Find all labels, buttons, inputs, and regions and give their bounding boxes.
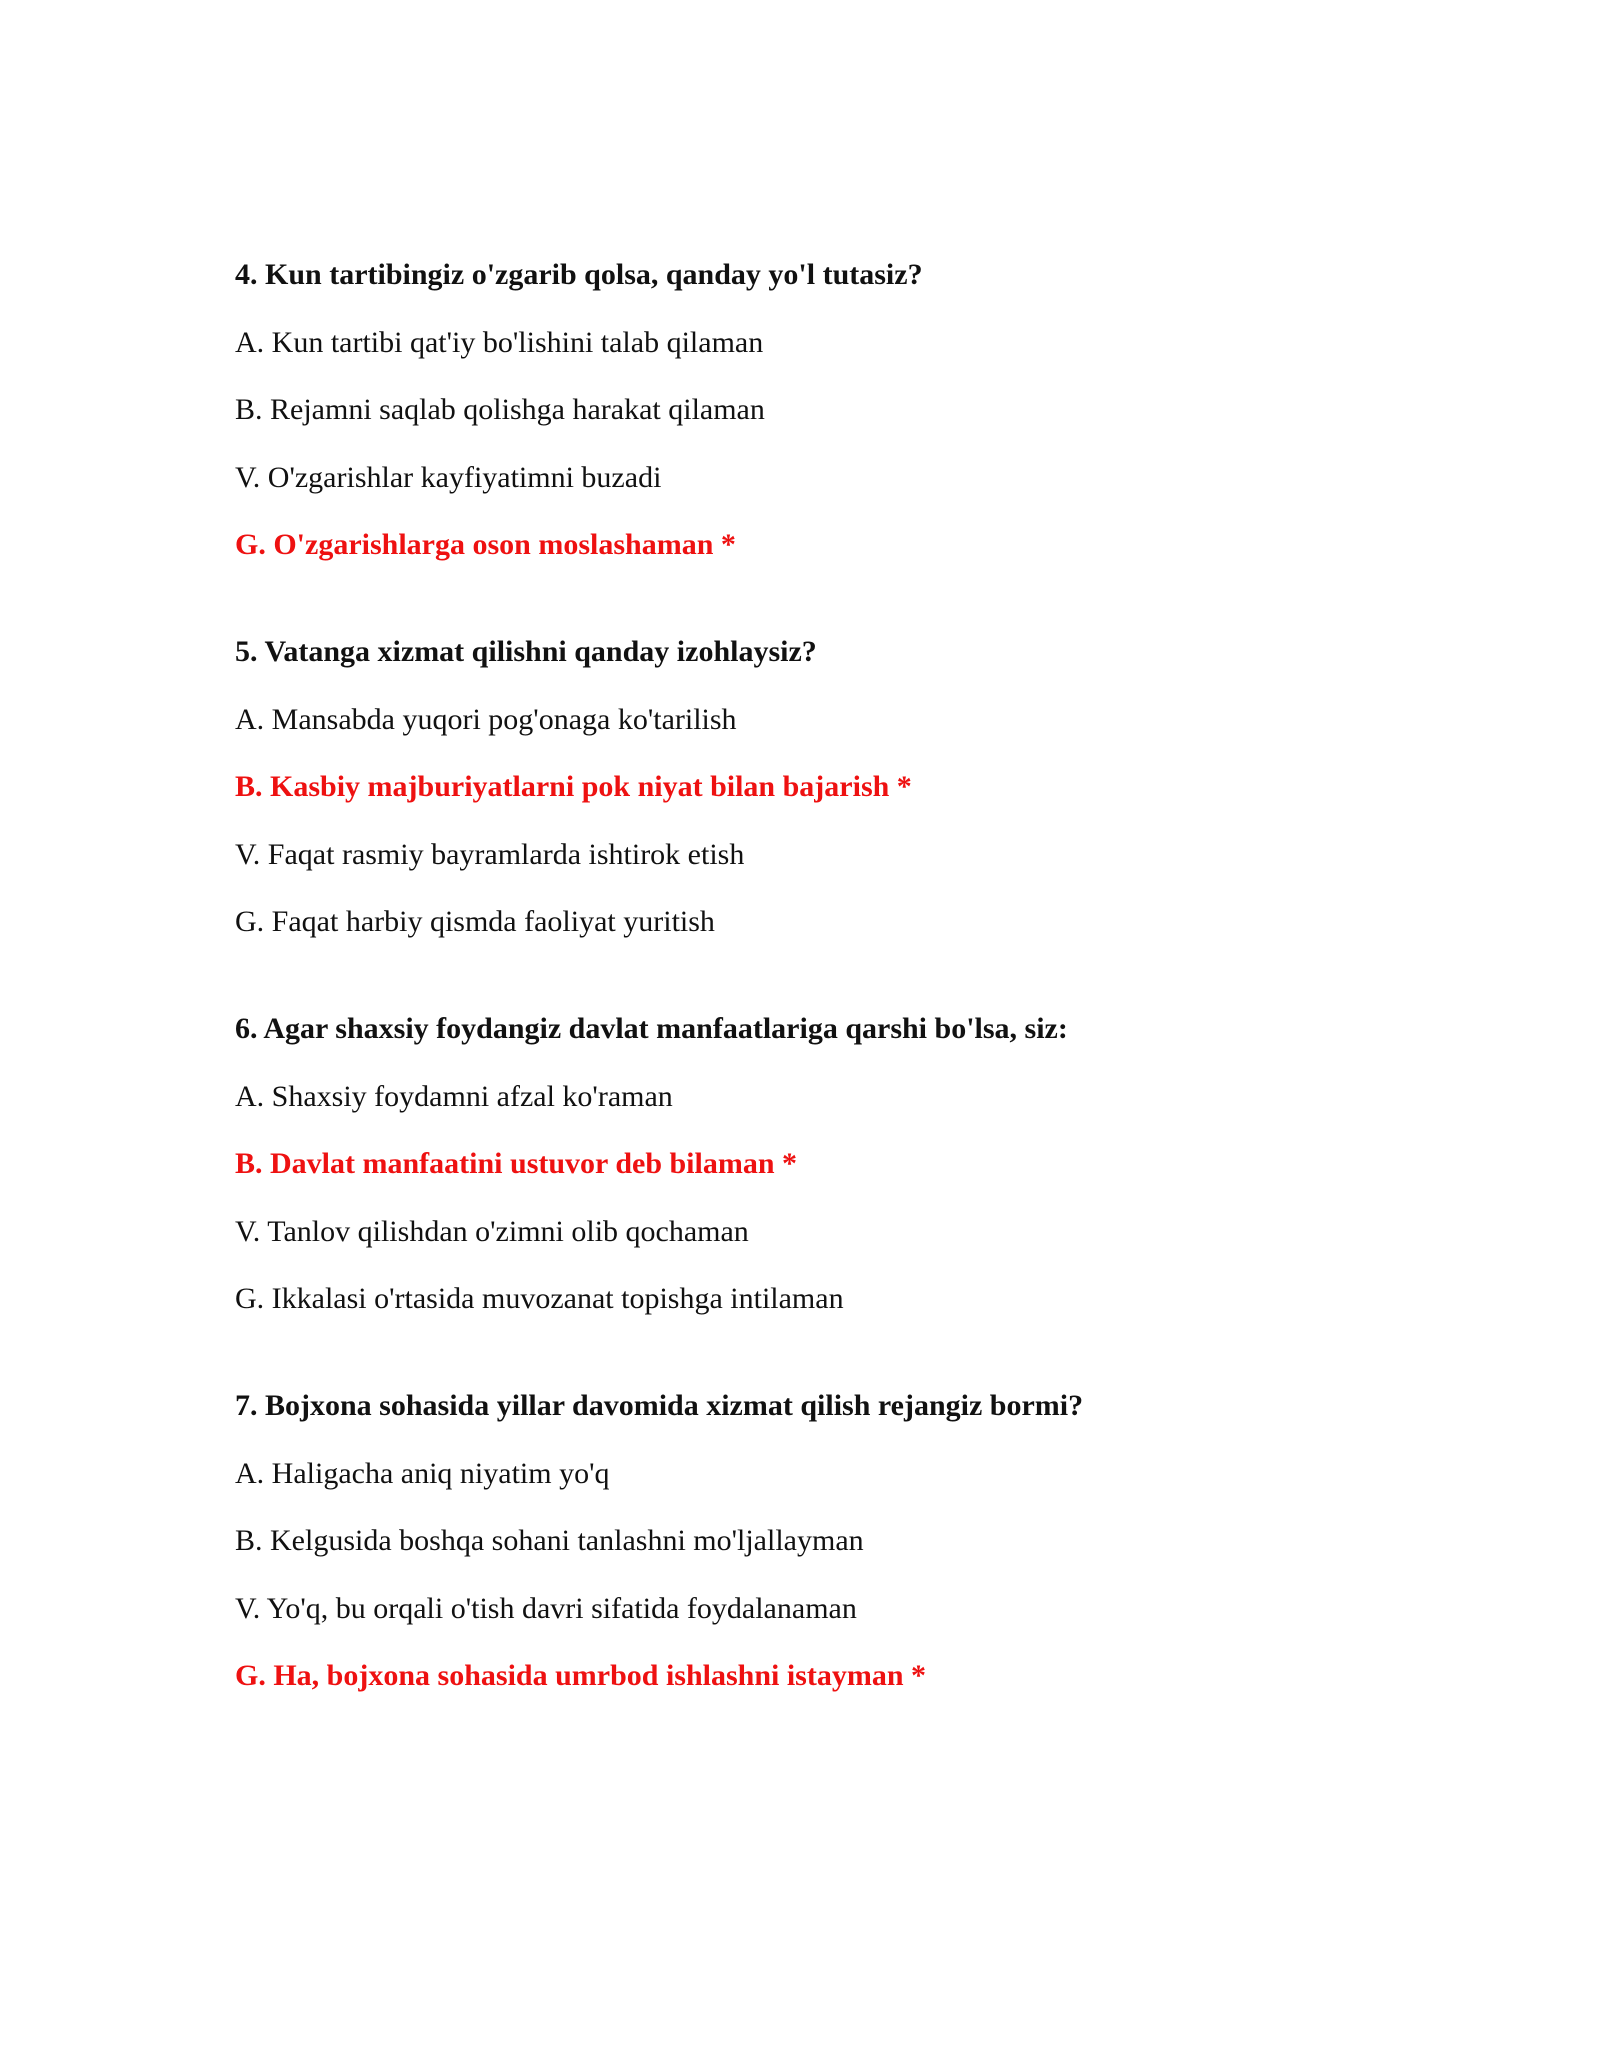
question-title: 7. Bojxona sohasida yillar davomida xizmat qilish rejangiz bormi? — [235, 1389, 1084, 1422]
answer-option: A. Shaxsiy foydamni afzal ko'raman — [235, 1079, 673, 1113]
answer-option: V. Yo'q, bu orqali o'tish davri sifatida foydalanaman — [235, 1591, 857, 1625]
answer-option: A. Haligacha aniq niyatim yo'q — [235, 1456, 610, 1490]
question-block-7 — [235, 1386, 1415, 1696]
answer-option: G. Faqat harbiy qismda faoliyat yuritish — [235, 905, 715, 938]
answer-option: V. Tanlov qilishdan o'zimni olib qochaman — [235, 1214, 749, 1248]
answer-option: V. Faqat rasmiy bayramlarda ishtirok etish — [235, 837, 745, 871]
answer-option: B. Kelgusida boshqa sohani tanlashni mo'ljallayman — [235, 1524, 864, 1557]
answer-option: G. Ikkalasi o'rtasida muvozanat topishga intilaman — [235, 1282, 844, 1315]
correct-answer-option: B. Kasbiy majburiyatlarni pok niyat bilan bajarish * — [235, 770, 912, 803]
question-title: 5. Vatanga xizmat qilishni qanday izohlaysiz? — [235, 635, 817, 668]
correct-answer-option: B. Davlat manfaatini ustuvor deb bilaman * — [235, 1147, 798, 1180]
correct-answer-option: G. Ha, bojxona sohasida umrbod ishlashni istayman * — [235, 1659, 927, 1692]
question-block-4 — [235, 255, 1415, 565]
answer-option: A. Mansabda yuqori pog'onaga ko'tarilish — [235, 702, 737, 736]
answer-option: A. Kun tartibi qat'iy bo'lishini talab qilaman — [235, 325, 764, 359]
document-page — [235, 255, 1415, 1696]
correct-answer-option: G. O'zgarishlarga oson moslashaman * — [235, 528, 736, 561]
question-block-5 — [235, 632, 1415, 942]
question-block-6 — [235, 1009, 1415, 1319]
question-title: 6. Agar shaxsiy foydangiz davlat manfaatlariga qarshi bo'lsa, siz: — [235, 1012, 1068, 1045]
question-title: 4. Kun tartibingiz o'zgarib qolsa, qanday yo'l tutasiz? — [235, 258, 923, 291]
answer-option: V. O'zgarishlar kayfiyatimni buzadi — [235, 460, 662, 494]
answer-option: B. Rejamni saqlab qolishga harakat qilaman — [235, 393, 765, 426]
